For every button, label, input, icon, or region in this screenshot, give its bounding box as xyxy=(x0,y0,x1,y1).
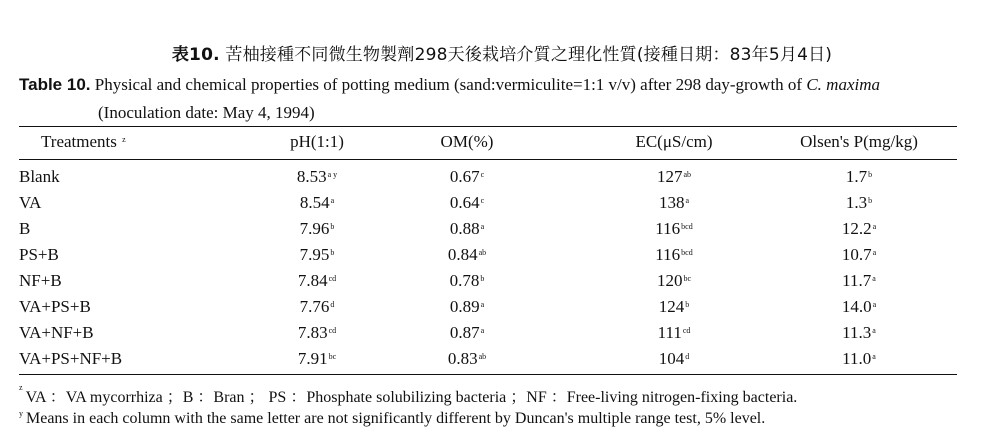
cell-olsens-p-value: 11.0 xyxy=(842,349,872,368)
cell-om-significance-letter: ab xyxy=(478,352,487,361)
cell-ec-significance-letter: ab xyxy=(683,170,692,179)
cell-ec-value: 111 xyxy=(657,323,682,342)
footnote-z-mark: z xyxy=(19,383,23,392)
cell-treatment xyxy=(19,320,94,346)
cell-om xyxy=(427,216,507,242)
cell-ph-significance-letter: bc xyxy=(328,352,337,361)
cell-ec-value: 120 xyxy=(656,271,683,290)
cell-om-value: 0.64 xyxy=(449,193,480,212)
cell-treatment-value: VA+PS+NF+B xyxy=(19,349,123,368)
cell-om-significance-letter: b xyxy=(480,274,485,283)
cell-olsens-p-significance-letter: a xyxy=(872,300,877,309)
cell-olsens-p-value: 12.2 xyxy=(841,219,872,238)
cell-ph-value: 7.83 xyxy=(297,323,328,342)
cell-ph-value: 7.91 xyxy=(297,349,328,368)
table-bottom-rule xyxy=(19,374,957,375)
cell-ec-significance-letter: bc xyxy=(683,274,692,283)
cell-om xyxy=(427,164,507,190)
cell-om-value: 0.88 xyxy=(449,219,480,238)
cell-ph-value: 7.96 xyxy=(299,219,330,238)
cell-ph-significance-letter: a y xyxy=(327,170,338,179)
cell-olsens-p xyxy=(789,216,929,242)
cell-ph xyxy=(277,268,357,294)
cell-treatment xyxy=(19,268,62,294)
cell-ph-significance-letter: cd xyxy=(328,274,337,283)
header-om: OM(%) xyxy=(440,132,494,151)
cell-olsens-p-significance-letter: b xyxy=(868,170,873,179)
cell-ph-value: 8.53 xyxy=(296,167,327,186)
cell-olsens-p-value: 11.3 xyxy=(842,323,872,342)
cell-ec-significance-letter: bcd xyxy=(681,248,693,257)
cell-om-value: 0.89 xyxy=(449,297,480,316)
cell-ph-value: 7.84 xyxy=(297,271,328,290)
table-row xyxy=(19,320,957,346)
table-header-row xyxy=(19,129,957,155)
cell-om-value: 0.83 xyxy=(447,349,478,368)
cell-om-significance-letter: a xyxy=(480,300,485,309)
cell-ec-significance-letter: bcd xyxy=(681,222,693,231)
cell-om xyxy=(427,320,507,346)
cell-olsens-p xyxy=(789,346,929,372)
cell-treatment xyxy=(19,242,59,268)
table-row xyxy=(19,294,957,320)
cell-treatment-value: NF+B xyxy=(19,271,62,290)
table-row xyxy=(19,190,957,216)
cell-olsens-p-significance-letter: a xyxy=(872,222,877,231)
cell-ph xyxy=(277,320,357,346)
table-caption-english: Physical and chemical properties of potting medium (sand:vermiculite=1:1 v/v) after 298 day-growth of xyxy=(90,75,807,94)
cell-ph-value: 7.95 xyxy=(299,245,330,264)
cell-treatment xyxy=(19,190,41,216)
cell-treatment xyxy=(19,294,91,320)
cell-om xyxy=(427,268,507,294)
cell-ph xyxy=(277,216,357,242)
cell-ec-value: 116 xyxy=(655,219,681,238)
header-treatments-label: Treatments xyxy=(41,132,117,151)
header-ec: EC(μS/cm) xyxy=(635,132,713,151)
cell-olsens-p xyxy=(789,190,929,216)
header-ph: pH(1:1) xyxy=(290,132,344,151)
footnote-y-mark: y xyxy=(19,409,23,418)
cell-ec-value: 138 xyxy=(658,193,685,212)
cell-ec xyxy=(619,216,729,242)
cell-ec xyxy=(619,242,729,268)
table-top-rule xyxy=(19,126,957,127)
cell-ec-significance-letter: d xyxy=(685,352,690,361)
species-name: C. maxima xyxy=(806,75,881,94)
cell-treatment xyxy=(19,346,122,372)
cell-om-significance-letter: c xyxy=(480,170,485,179)
header-treatments-footnote-mark: z xyxy=(122,135,126,144)
cell-ec xyxy=(619,190,729,216)
cell-om-significance-letter: c xyxy=(480,196,485,205)
cell-olsens-p xyxy=(789,242,929,268)
cell-olsens-p-value: 1.7 xyxy=(845,167,868,186)
cell-ec-significance-letter: cd xyxy=(682,326,691,335)
cell-ec-significance-letter: b xyxy=(685,300,690,309)
cell-ph-significance-letter: cd xyxy=(328,326,337,335)
table-row xyxy=(19,242,957,268)
table-number-english: Table 10. xyxy=(19,75,91,94)
cell-ec xyxy=(619,164,729,190)
cell-om-value: 0.84 xyxy=(447,245,478,264)
cell-ph-value: 8.54 xyxy=(299,193,330,212)
cell-olsens-p xyxy=(789,320,929,346)
cell-ec xyxy=(619,294,729,320)
cell-ph xyxy=(277,164,357,190)
cell-om-value: 0.87 xyxy=(449,323,480,342)
cell-olsens-p-significance-letter: a xyxy=(872,326,876,335)
cell-olsens-p-value: 10.7 xyxy=(841,245,872,264)
cell-om-value: 0.67 xyxy=(449,167,480,186)
cell-om xyxy=(427,294,507,320)
footnote-z xyxy=(19,384,959,407)
table-title-chinese xyxy=(0,40,1004,65)
table-number-chinese: 表10. xyxy=(171,45,220,65)
cell-ph xyxy=(277,242,357,268)
cell-olsens-p-value: 11.7 xyxy=(842,271,872,290)
cell-ec-significance-letter: a xyxy=(685,196,690,205)
cell-treatment xyxy=(19,164,60,190)
cell-treatment-value: PS+B xyxy=(19,245,59,264)
inoculation-date: (Inoculation date: May 4, 1994) xyxy=(98,103,315,122)
cell-treatment-value: B xyxy=(19,219,31,238)
cell-olsens-p-significance-letter: a xyxy=(872,248,877,257)
cell-ph-significance-letter: b xyxy=(330,248,335,257)
footnote-y-text: Means in each column with the same letter are not significantly different by Duncan's multiple range test, 5% level. xyxy=(26,410,766,427)
cell-treatment-value: VA+PS+B xyxy=(19,297,91,316)
cell-olsens-p xyxy=(789,268,929,294)
cell-om xyxy=(427,242,507,268)
cell-ph-significance-letter: b xyxy=(330,222,335,231)
cell-ec-value: 124 xyxy=(658,297,685,316)
cell-olsens-p xyxy=(789,294,929,320)
cell-ph xyxy=(277,190,357,216)
header-treatments xyxy=(41,129,126,155)
cell-olsens-p xyxy=(789,164,929,190)
cell-ph-value: 7.76 xyxy=(299,297,330,316)
cell-olsens-p-value: 1.3 xyxy=(845,193,868,212)
cell-om xyxy=(427,346,507,372)
cell-om-value: 0.78 xyxy=(449,271,480,290)
footnote-y xyxy=(19,410,959,428)
cell-olsens-p-significance-letter: b xyxy=(868,196,873,205)
cell-ph-significance-letter: d xyxy=(330,300,335,309)
cell-ph xyxy=(277,294,357,320)
table-caption-chinese: 苦柚接種不同微生物製劑298天後栽培介質之理化性質(接種日期：83年5月4日) xyxy=(219,45,833,65)
cell-treatment xyxy=(19,216,30,242)
cell-ph xyxy=(277,346,357,372)
cell-ec xyxy=(619,268,729,294)
cell-ec-value: 116 xyxy=(655,245,681,264)
table-row xyxy=(19,268,957,294)
table-row xyxy=(19,216,957,242)
cell-olsens-p-value: 14.0 xyxy=(841,297,872,316)
cell-om-significance-letter: a xyxy=(480,326,485,335)
table-title-english xyxy=(19,71,959,127)
table-row xyxy=(19,346,957,372)
cell-om-significance-letter: a xyxy=(480,222,485,231)
cell-ph-significance-letter: a xyxy=(330,196,335,205)
cell-treatment-value: Blank xyxy=(19,167,60,186)
cell-ec xyxy=(619,320,729,346)
footnote-z-text: VA ：VA mycorrhiza ；B ：Bran ； PS ：Phosphate solubilizing bacteria ；NF ：Free-living nitrogen-fixing bacteria. xyxy=(25,389,798,406)
table-row xyxy=(19,164,957,190)
cell-om xyxy=(427,190,507,216)
cell-ec xyxy=(619,346,729,372)
cell-treatment-value: VA xyxy=(19,193,42,212)
header-olsens-p: Olsen's P(mg/kg) xyxy=(800,132,918,151)
table-header-rule xyxy=(19,159,957,160)
cell-ec-value: 104 xyxy=(658,349,685,368)
cell-treatment-value: VA+NF+B xyxy=(19,323,94,342)
cell-om-significance-letter: ab xyxy=(478,248,487,257)
cell-olsens-p-significance-letter: a xyxy=(872,274,876,283)
cell-ec-value: 127 xyxy=(656,167,683,186)
cell-olsens-p-significance-letter: a xyxy=(872,352,876,361)
